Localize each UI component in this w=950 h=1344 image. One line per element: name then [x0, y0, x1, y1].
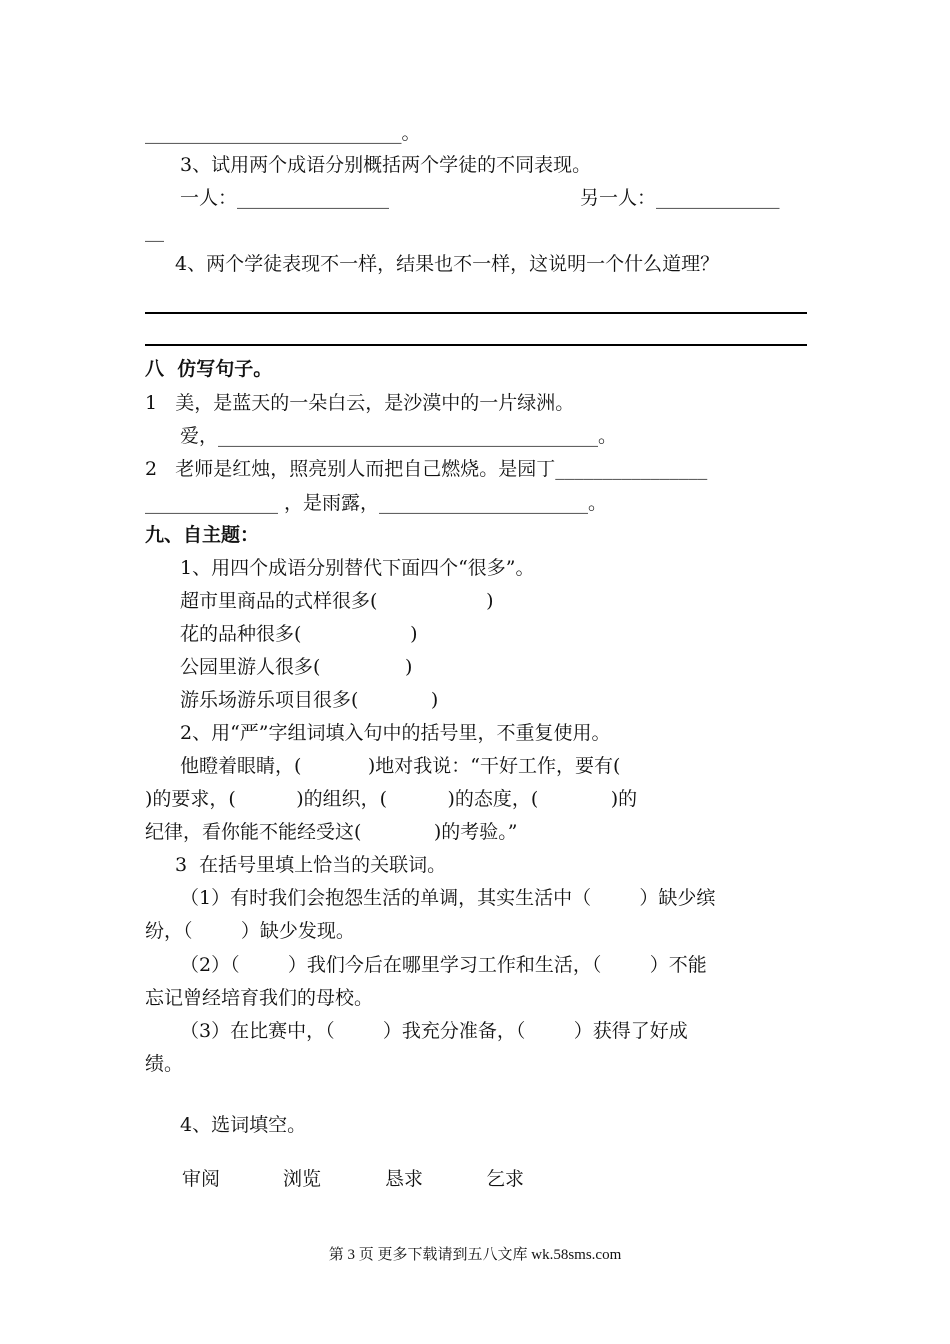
task-1-item-3: 公园里游人很多( ) [180, 656, 413, 678]
sentence-1-imitate: 爱，________________________________________。 [180, 425, 618, 447]
task-1-item-4: 游乐场游乐项目很多( ) [180, 689, 439, 711]
section-8-heading: 八 仿写句子。 [145, 358, 273, 380]
task-3-item-3-cont: 绩。 [145, 1053, 184, 1075]
task-3-item-3: （3）在比赛中，（ ）我充分准备，（ ）获得了好成 [180, 1020, 688, 1042]
task-2-text-3: 纪律，看你能不能经受这( )的考验。” [145, 821, 518, 843]
sentence-2: 2 老师是红烛，照亮别人而把自己燃烧。是园丁________________ [145, 458, 708, 480]
page-footer: 第 3 页 更多下载请到五八文库 wk.58sms.com [328, 1247, 622, 1263]
line-blank-1: ___________________________。 [145, 122, 421, 144]
task-2-text-1: 他瞪着眼睛，( )地对我说：“干好工作，要有( [180, 755, 621, 777]
word-option-2: 浏览 [283, 1168, 322, 1190]
task-3-item-1: （1）有时我们会抱怨生活的单调，其实生活中（ ）缺少缤 [180, 887, 716, 909]
sentence-1: 1 美，是蓝天的一朵白云，是沙漠中的一片绿洲。 [145, 392, 575, 414]
task-1-item-1: 超市里商品的式样很多( ) [180, 590, 494, 612]
word-option-3: 恳求 [385, 1168, 424, 1190]
answer-rule-2 [145, 344, 807, 346]
word-option-1: 审阅 [182, 1168, 221, 1190]
section-9-heading: 九、自主题： [145, 524, 260, 546]
answer-other-person: 另一人：_____________ [580, 187, 780, 209]
sentence-2-cont: ______________ ，是雨露，______________________。 [145, 492, 608, 514]
line-blank-2: __ [145, 220, 164, 242]
task-1: 1、用四个成语分别替代下面四个“很多”。 [180, 557, 535, 579]
answer-one-person: 一人：________________ [180, 187, 390, 209]
word-option-4: 乞求 [486, 1168, 525, 1190]
question-4: 4、两个学徒表现不一样，结果也不一样，这说明一个什么道理？ [175, 253, 720, 275]
task-3-item-2-cont: 忘记曾经培育我们的母校。 [145, 987, 374, 1009]
task-3: 3 在括号里填上恰当的关联词。 [175, 854, 447, 876]
task-3-item-2: （2）（ ）我们今后在哪里学习工作和生活，（ ）不能 [180, 954, 707, 976]
question-3: 3、试用两个成语分别概括两个学徒的不同表现。 [180, 154, 592, 176]
task-2: 2、用“严”字组词填入句中的括号里，不重复使用。 [180, 722, 611, 744]
task-1-item-2: 花的品种很多( ) [180, 623, 418, 645]
task-4: 4、选词填空。 [180, 1114, 307, 1136]
task-3-item-1-cont: 纷，（ ）缺少发现。 [145, 920, 355, 942]
answer-rule-1 [145, 312, 807, 314]
task-2-text-2: )的要求，( )的组织，( )的态度，( )的 [145, 788, 638, 810]
